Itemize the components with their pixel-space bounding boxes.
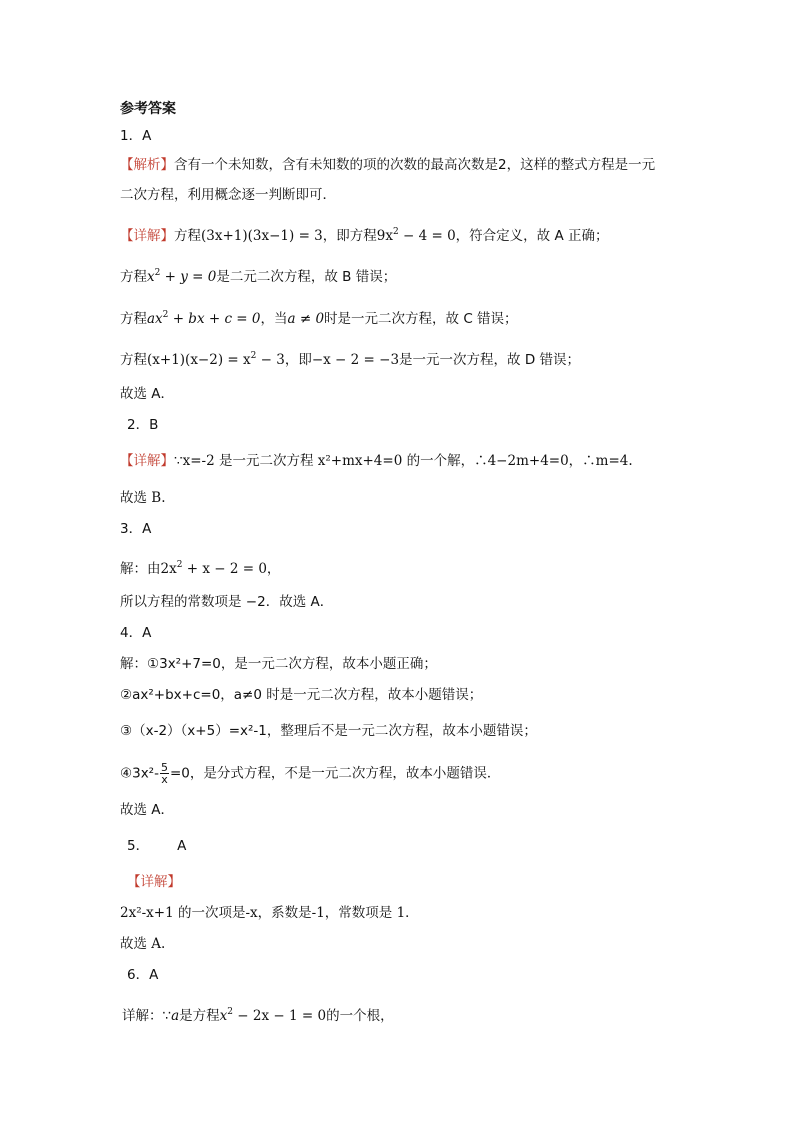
q6-equation-rest: − 2x − 1 = 0 (233, 1008, 327, 1024)
q1-d3-exponent: 2 (162, 310, 169, 320)
q2-detail-line (120, 451, 633, 471)
q1-d3-text-c: 时是一元二次方程，故 C 错误； (324, 311, 518, 327)
fraction-numerator: 5 (160, 761, 168, 774)
q1-analysis-line-2: 二次方程，利用概念逐一判断即可． (120, 187, 336, 203)
q4-d4-text-a: ④3x²- (120, 765, 159, 782)
q1-detail-line-1 (120, 222, 609, 246)
fraction-denominator: x (161, 773, 168, 786)
q3-detail-line-2: 所以方程的常数项是 −2．故选 A． (120, 594, 334, 610)
q1-detail-line-3 (120, 305, 518, 329)
detail-tag: 【详解】 (120, 228, 174, 244)
q3-answer: 3．A (120, 521, 152, 537)
q1-d4-equation: (x+1)(x−2) = x (147, 352, 251, 368)
q1-d4-text-c: 是一元一次方程，故 D 错误； (399, 352, 581, 368)
q3-detail-line-1 (120, 555, 280, 579)
q3-equation-rest: + x − 2 = 0 (182, 561, 267, 577)
q4-fraction (160, 762, 169, 785)
q4-conclusion: 故选 A． (120, 802, 175, 818)
q5-conclusion: 故选 A. (120, 936, 166, 952)
q1-d1-equation-2-rest: − 4 = 0 (398, 228, 456, 244)
q1-detail-line-2 (120, 263, 396, 287)
q1-d3-text-b: ，当 (260, 311, 288, 327)
q1-d1-text-b: ，即方程 (322, 228, 377, 244)
q3-equation: 2x (160, 561, 177, 577)
q3-d1-text-b: ， (266, 561, 281, 577)
q6-d1-text-b: 是方程 (179, 1008, 220, 1024)
q5-detail-tag: 【详解】 (127, 874, 181, 890)
q1-d2-text-a: 方程 (120, 269, 147, 285)
q1-detail-line-4 (120, 346, 580, 370)
q5-number: 5． (127, 838, 150, 854)
q3-d1-text-a: 解：由 (120, 561, 161, 577)
q1-d2-equation-rest: + y = 0 (160, 269, 217, 285)
q6-d1-text-c: 的一个根， (326, 1008, 394, 1024)
q1-d3-text-a: 方程 (120, 311, 147, 327)
q5-answer-line (127, 836, 186, 856)
q6-root-variable: a (171, 1008, 180, 1024)
q1-d3-condition: a ≠ 0 (287, 311, 325, 327)
q1-d3-equation: ax (147, 311, 163, 327)
q1-d3-equation-rest: + bx + c = 0 (168, 311, 261, 327)
q1-d1-text-a: 方程 (174, 228, 201, 244)
q1-d1-exponent: 2 (392, 227, 399, 237)
q4-item-4 (120, 762, 500, 785)
q4-answer: 4．A (120, 625, 152, 641)
q2-conclusion: 故选 B. (120, 490, 166, 506)
q3-exponent: 2 (176, 560, 183, 570)
q6-exponent: 2 (227, 1007, 234, 1017)
detail-tag: 【详解】 (120, 453, 174, 469)
analysis-tag: 【解析】 (120, 157, 174, 173)
q5-answer: A (177, 838, 187, 854)
q1-d1-text-c: ，符合定义，故 A 正确； (455, 228, 609, 244)
q5-detail-text: 2x²-x+1 的一次项是-x，系数是-1，常数项是 1． (120, 905, 419, 921)
q1-analysis-text: 含有一个未知数，含有未知数的项的次数的最高次数是2，这样的整式方程是一元 (174, 157, 656, 173)
section-heading: 参考答案 (120, 101, 176, 117)
q6-answer: 6．A (127, 967, 159, 983)
q4-d4-text-b: =0，是分式方程，不是一元二次方程，故本小题错误． (169, 765, 501, 782)
q6-detail-line (122, 1002, 394, 1026)
q1-d4-simplified: −x − 2 = −3 (311, 352, 400, 368)
q4-item-2: ②ax²+bx+c=0，a≠0 时是一元二次方程，故本小题错误； (120, 687, 483, 703)
q1-analysis-line (120, 155, 655, 175)
q1-d4-text-a: 方程 (120, 352, 147, 368)
q2-detail-text: ∵x=-2 是一元二次方程 x²+mx+4=0 的一个解，∴4−2m+4=0，∴m=4. (174, 453, 633, 469)
q1-d2-text-b: 是二元二次方程，故 B 错误； (216, 269, 397, 285)
q1-d1-equation-2: 9x (376, 228, 393, 244)
q1-answer: 1．A (120, 128, 152, 144)
q1-d2-equation: x (147, 269, 155, 285)
q6-d1-text-a: 详解：∵ (122, 1008, 172, 1024)
q4-item-1: 解：①3x²+7=0，是一元二次方程，故本小题正确； (120, 656, 437, 672)
q1-d4-text-b: ，即 (284, 352, 312, 368)
q6-equation: x (219, 1008, 228, 1024)
q1-d1-equation-1: (3x+1)(3x−1) = 3 (201, 228, 323, 244)
q1-d4-equation-rest: − 3 (256, 352, 285, 368)
q1-d2-exponent: 2 (154, 268, 161, 278)
q4-item-3: ③（x-2）（x+5）=x²-1，整理后不是一元二次方程，故本小题错误； (120, 723, 537, 739)
q1-d4-exponent: 2 (250, 351, 257, 361)
q1-conclusion: 故选 A． (120, 386, 175, 402)
q2-answer: 2．B (127, 417, 159, 433)
